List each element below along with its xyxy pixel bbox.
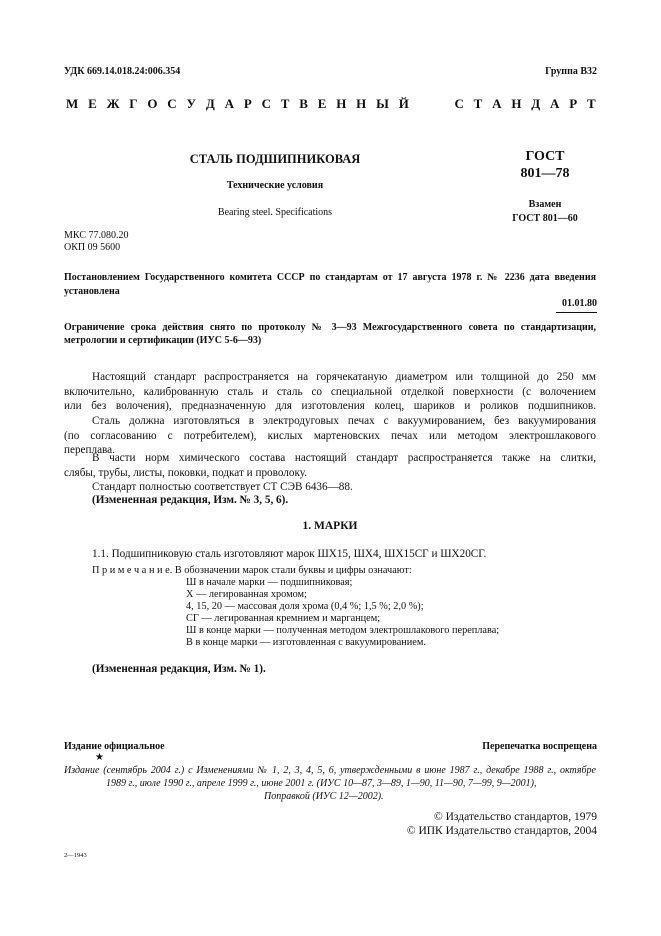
note-label: П р и м е ч а н и е.: [92, 565, 173, 576]
date-underline: [556, 312, 597, 313]
text-line: (по согласованию с потребителем), кислых мартеновских печах или методом электрошлакового: [64, 429, 596, 442]
replaces-label: Взамен: [528, 199, 562, 210]
reprint-prohibited-label: Перепечатка воспрещена: [482, 741, 597, 752]
note-header: [92, 565, 412, 576]
note-item: Х — легированная хромом;: [186, 589, 307, 600]
note-item: 4, 15, 20 — массовая доля хрома (0,4 %; 1,5 %; 2,0 %);: [186, 601, 424, 612]
text-line: переплава.: [64, 444, 115, 457]
banner-letter: Й: [398, 96, 409, 111]
star-icon: ★: [95, 752, 104, 763]
text-line: Сталь должна изготовляться в электродуговых печах с вакуумированием, без вакуумирования: [92, 415, 596, 427]
gost-number: 801—78: [520, 166, 570, 181]
banner-letter: Т: [473, 96, 483, 111]
section-edition-note: (Измененная редакция, Изм. № 1).: [92, 663, 266, 675]
banner-letter: Н: [356, 96, 367, 111]
banner-letter: М: [66, 96, 79, 111]
text-line: В части норм химического состава настоящий стандарт распространяется также на слитки,: [92, 452, 596, 464]
banner-letter: С: [454, 96, 464, 111]
intro-edition-note: (Измененная редакция, Изм. № 3, 5, 6).: [92, 494, 289, 506]
banner-letter: А: [224, 96, 234, 111]
decree-line-1: Постановлением Государственного комитета СССР по стандартам от 17 августа 1978 г. № 2236 дата введения: [64, 272, 596, 283]
replaces-value: ГОСТ 801—60: [512, 213, 578, 224]
edition-history-line-1: Издание (сентябрь 2004 г.) с Изменениями № 1, 2, 3, 4, 5, 6, утвержденными в июне 1987 г., декабре 1988 г., октябре: [64, 765, 596, 776]
okp-code: ОКП 09 5600: [64, 242, 121, 253]
banner-letter: Ы: [376, 96, 389, 111]
effective-date: 01.01.80: [562, 298, 597, 309]
edition-history-line-3: Поправкой (ИУС 12—2002).: [264, 791, 384, 802]
banner-letter: Н: [511, 96, 522, 111]
decree-line-2: установлена: [64, 286, 120, 297]
banner-letter: Е: [317, 96, 327, 111]
banner-letter: Д: [205, 96, 215, 111]
document-title: СТАЛЬ ПОДШИПНИКОВАЯ: [189, 152, 361, 166]
banner-letter: Д: [531, 96, 541, 111]
banner-letter: Р: [569, 96, 578, 111]
udk-code: УДК 669.14.018.24:006.354: [64, 66, 181, 77]
banner-letter: У: [186, 96, 197, 111]
note-intro: В обозначении марок стали буквы и цифры означают:: [174, 565, 412, 576]
mks-code: МКС 77.080.20: [64, 230, 129, 241]
banner-gap: [419, 96, 445, 112]
note-item: Ш в начале марки — подшипниковая;: [186, 577, 353, 588]
print-code: 2—1943: [64, 852, 87, 859]
gost-label: ГОСТ: [525, 149, 565, 164]
copyright-1979: © Издательство стандартов, 1979: [433, 811, 597, 823]
banner-letter: С: [261, 96, 271, 111]
section-heading: 1. МАРКИ: [302, 520, 358, 532]
banner-letter: В: [299, 96, 308, 111]
banner-letter: О: [147, 96, 158, 111]
text-line: включительно, калиброванную сталь и сталь со специальной отделкой поверхности (с волочением: [64, 385, 596, 398]
edition-history-line-2: 1989 г., июле 1990 г., апреле 1999 г., июне 2001 г. (ИУС 10—87, 3—89, 1—90, 11—90, 7—99, 9—2001),: [106, 778, 537, 789]
banner-letter: Ж: [106, 96, 120, 111]
banner-letter: Г: [129, 96, 138, 111]
clause-1-1: 1.1. Подшипниковую сталь изготовляют марок ШХ15, ШХ4, ШХ15СГ и ШХ20СГ.: [92, 548, 487, 560]
note-item: В в конце марки — изготовленная с вакуумированием.: [186, 637, 426, 648]
banner-letter: Т: [280, 96, 290, 111]
intro-paragraph-1: [64, 370, 596, 414]
note-item: СГ — легированная кремнием и марганцем;: [186, 613, 381, 624]
text-line: слябы, трубы, листы, поковки, подкат и проволоку.: [64, 466, 308, 479]
banner-letter: Р: [243, 96, 252, 111]
group-code: Группа В32: [545, 66, 597, 77]
english-title: Bearing steel. Specifications: [217, 207, 333, 218]
banner-letter: А: [492, 96, 502, 111]
document-subtitle: Технические условия: [226, 180, 324, 191]
official-edition-label: Издание официальное: [64, 741, 165, 752]
limit-line-2: метрологии и сертификации (ИУС 5-6—93): [64, 335, 262, 346]
banner-letter: С: [167, 96, 177, 111]
banner-letter: Н: [336, 96, 347, 111]
copyright-2004: © ИПК Издательство стандартов, 2004: [406, 825, 597, 837]
text-line: Настоящий стандарт распространяется на горячекатаную диаметром или толщиной до 250 мм: [92, 371, 596, 383]
text-line: или без волочения), предназначенную для изготовления колец, шариков и роликов подшипников.: [64, 400, 596, 413]
limit-line-1: Ограничение срока действия снято по протоколу № 3—93 Межгосударственного совета по стандартизации,: [64, 322, 596, 333]
intro-paragraph-3: [64, 451, 596, 480]
standard-banner: [66, 96, 596, 112]
banner-letter: Т: [587, 96, 596, 111]
sev-compliance: Стандарт полностью соответствует СТ СЭВ 6436—88.: [92, 481, 353, 493]
banner-letter: Е: [88, 96, 97, 111]
note-item: Ш в конце марки — полученная методом электрошлакового переплава;: [186, 625, 500, 636]
banner-letter: А: [550, 96, 560, 111]
